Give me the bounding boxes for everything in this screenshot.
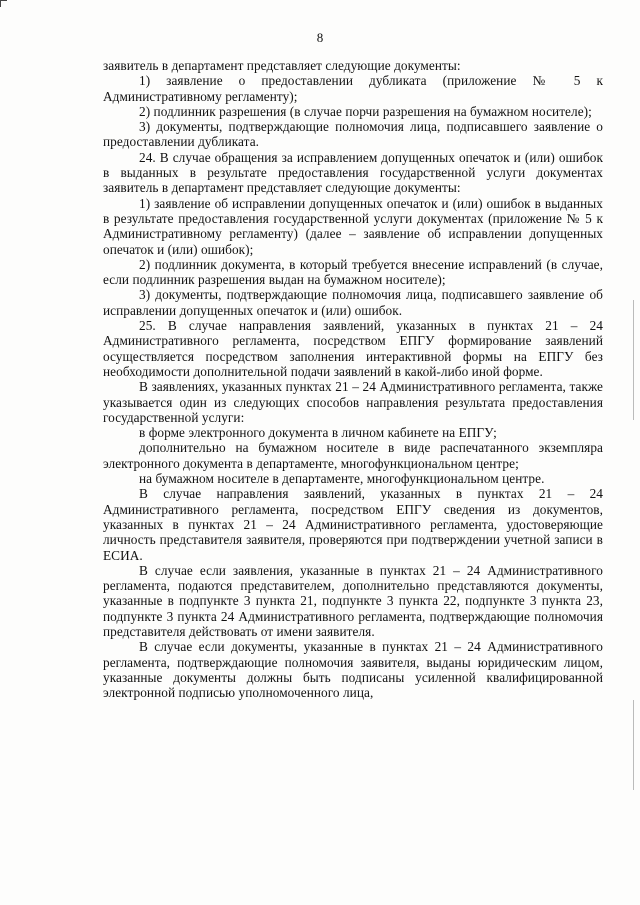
paragraph: дополнительно на бумажном носителе в виде распечатанного экземпляра электронного документа в департаменте, многофункциональном центре; — [103, 440, 603, 471]
paragraph: 1) заявление об исправлении допущенных опечаток и (или) ошибок в выданных в результате предоставления государственной услуги документах (приложение № 5 к Административному регламенту) (далее – заявление об исправлении допущенных опечаток и (или) ошибок); — [103, 195, 603, 257]
paragraph: 25. В случае направления заявлений, указанных в пунктах 21 – 24 Административного регламента, посредством ЕПГУ формирование заявлений осуществляется посредством заполнения интерактивной формы на ЕПГУ без необходимости дополнительной подачи заявлений в какой-либо иной форме. — [103, 318, 603, 379]
scan-corner-mark — [0, 0, 7, 7]
paragraph: 2) подлинник документа, в который требуется внесение исправлений (в случае, если подлинник разрешения выдан на бумажном носителе); — [103, 256, 603, 288]
paragraph: на бумажном носителе в департаменте, многофункциональном центре. — [139, 471, 545, 487]
paragraph: В случае если документы, указанные в пунктах 21 – 24 Административного регламента, подтверждающие полномочия заявителя, выданы юридическим лицом, указанные документы должны быть подписаны усиленной квалифицированной электронной подписью уполномоченного лица, — [103, 639, 603, 701]
paragraph: заявитель в департамент представляет следующие документы: — [103, 58, 461, 73]
page-number: 8 — [316, 30, 324, 45]
paragraph: 3) документы, подтверждающие полномочия лица, подписавшего заявление о предоставлении дубликата. — [103, 119, 603, 150]
paragraph: 2) подлинник разрешения (в случае порчи разрешения на бумажном носителе); — [139, 103, 592, 119]
paragraph: В заявлениях, указанных пунктах 21 – 24 Административного регламента, также указывается один из следующих способов направления результата предоставления государственной услуги: — [103, 379, 603, 425]
paragraph: 3) документы, подтверждающие полномочия лица, подписавшего заявление об исправлении допущенных опечаток и (или) ошибок. — [103, 287, 603, 318]
paragraph: В случае направления заявлений, указанных в пунктах 21 – 24 Административного регламента, посредством ЕПГУ сведения из документов, указанных в пунктах 21 – 24 Административного регламента, удостоверяющие личность представителя заявителя, проверяются при подтверждении учетной записи в ЕСИА. — [103, 486, 603, 563]
paragraph: 24. В случае обращения за исправлением допущенных опечаток и (или) ошибок в выданных в результате предоставления государственной услуги документах заявитель в департамент представляет следующие документы: — [103, 149, 603, 196]
paragraph: 1) заявление о предоставлении дубликата (приложение № 5 к Административному регламенту); — [103, 73, 603, 104]
paragraph: В случае если заявления, указанные в пунктах 21 – 24 Административного регламента, подаются представителем, дополнительно представляются документы, указанные в подпункте 3 пункта 21, подпункте 3 пункта 22, подпункте 3 пункта 23, подпункте 3 пункта 24 Административного регламента, подтверждающие полномочия представителя действовать от имени заявителя. — [103, 562, 603, 639]
document-body — [103, 58, 603, 700]
paragraph: в форме электронного документа в личном кабинете на ЕПГУ; — [139, 425, 497, 441]
scan-edge-mark — [633, 300, 634, 420]
scan-edge-mark — [633, 700, 634, 790]
